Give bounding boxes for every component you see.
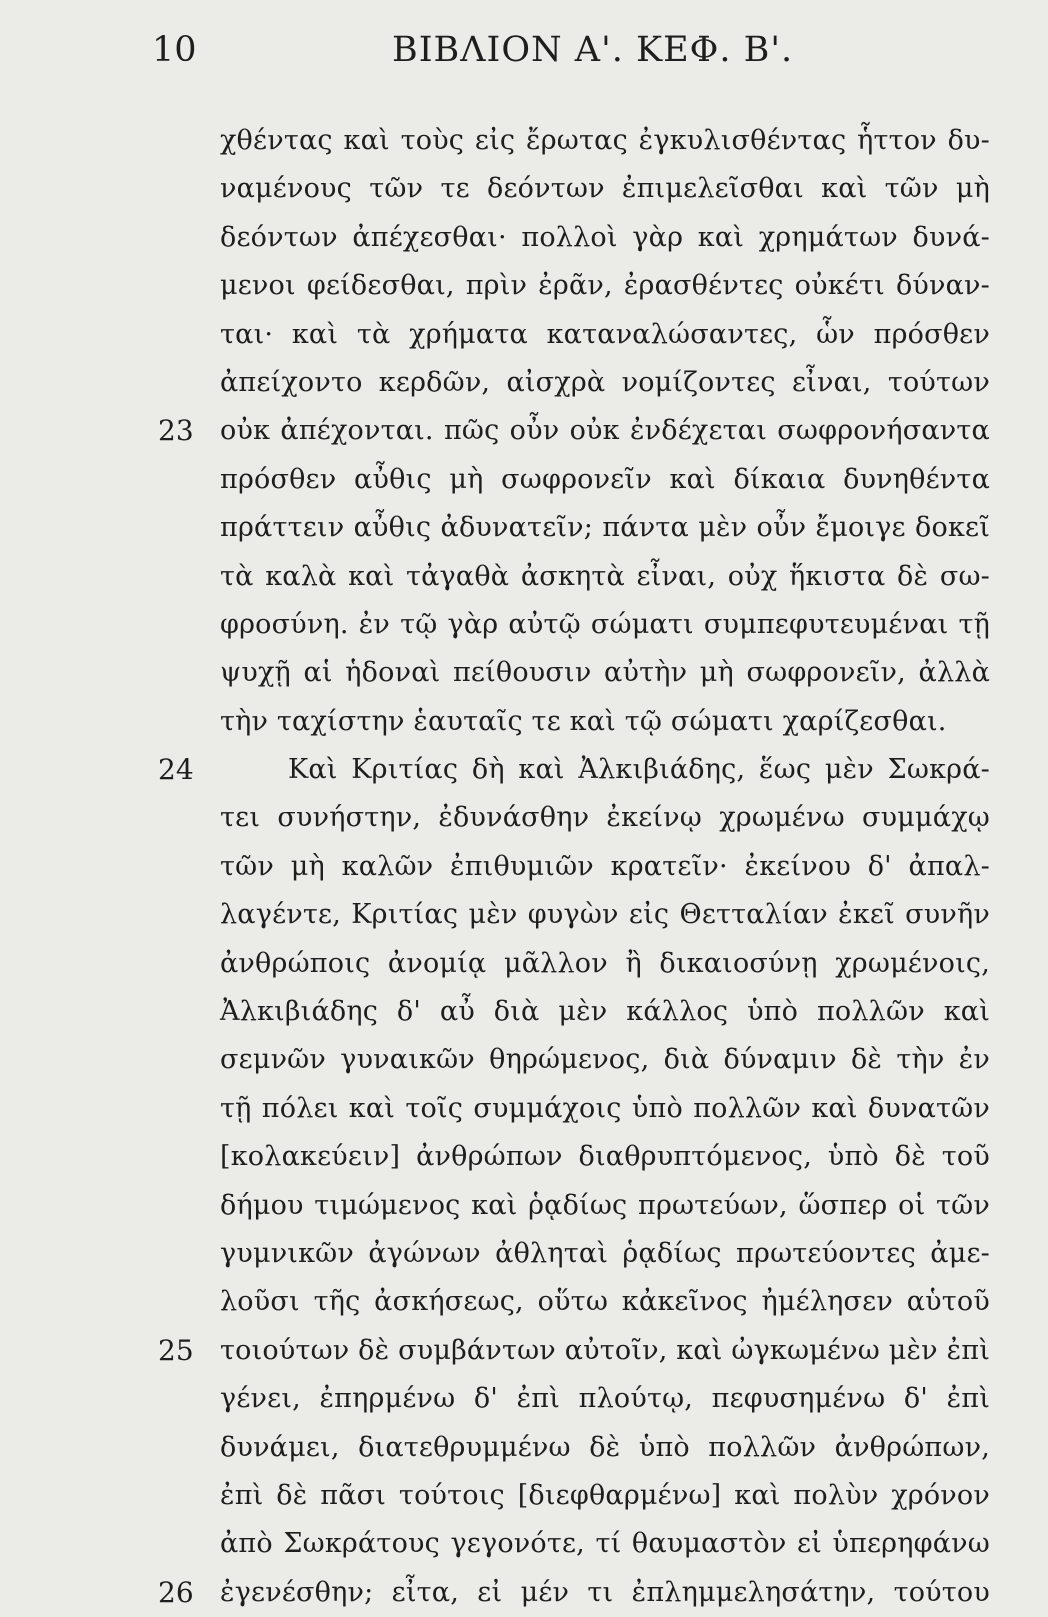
line-text: δήμου τιμώμενος καὶ ῥᾳδίως πρωτεύων, ὥσπερ οἱ τῶν	[220, 1189, 990, 1221]
section-number: 25	[158, 1333, 194, 1367]
text-line	[0, 891, 1048, 939]
text-line	[0, 311, 1048, 359]
section-number: 26	[158, 1575, 194, 1609]
text-line	[0, 553, 1048, 601]
text-line	[0, 456, 1048, 504]
line-text: Καὶ Κριτίας δὴ καὶ Ἀλκιβιάδης, ἕως μὲν Σωκρά-	[288, 754, 990, 786]
line-text: τει συνήστην, ἐδυνάσθην ἐκείνῳ χρωμένω συμμάχῳ	[220, 802, 990, 834]
text-line	[0, 1182, 1048, 1230]
line-text: ἀνθρώποις ἀνομίᾳ μᾶλλον ἢ δικαιοσύνῃ χρωμένοις,	[220, 947, 990, 979]
line-text: ἐγενέσθην; εἶτα, εἰ μέν τι ἐπλημμελησάτην, τούτου	[220, 1576, 990, 1608]
text-line	[0, 988, 1048, 1036]
line-text: τῇ πόλει καὶ τοῖς συμμάχοις ὑπὸ πολλῶν καὶ δυνατῶν	[220, 1092, 990, 1124]
line-text: τοιούτων δὲ συμβάντων αὐτοῖν, καὶ ὠγκωμένω μὲν ἐπὶ	[220, 1334, 990, 1366]
page-number: 10	[152, 30, 197, 70]
line-text: λοῦσι τῆς ἀσκήσεως, οὕτω κἀκεῖνος ἠμέλησεν αὑτοῦ	[220, 1286, 990, 1318]
text-line	[0, 794, 1048, 842]
text-line	[0, 214, 1048, 262]
text-line	[0, 117, 1048, 165]
text-line	[0, 359, 1048, 407]
line-text: τῶν μὴ καλῶν ἐπιθυμιῶν κρατεῖν· ἐκείνου δ' ἀπαλ-	[220, 850, 990, 882]
line-text: ἀπὸ Σωκράτους γεγονότε, τί θαυμαστὸν εἰ ὑπερηφάνω	[220, 1528, 990, 1560]
text-line	[0, 262, 1048, 310]
text-line	[0, 1085, 1048, 1133]
line-text: γένει, ἐπηρμένω δ' ἐπὶ πλούτῳ, πεφυσημένω δ' ἐπὶ	[220, 1383, 990, 1415]
line-text: δυνάμει, διατεθρυμμένω δὲ ὑπὸ πολλῶν ἀνθρώπων,	[220, 1431, 990, 1463]
text-line	[0, 746, 1048, 794]
line-text: σεμνῶν γυναικῶν θηρώμενος, διὰ δύναμιν δὲ τὴν ἐν	[220, 1044, 990, 1076]
text-line	[0, 504, 1048, 552]
line-text: πράττειν αὖθις ἀδυνατεῖν; πάντα μὲν οὖν ἔμοιγε δοκεῖ	[220, 512, 990, 544]
text-line	[0, 1036, 1048, 1084]
text-line	[0, 407, 1048, 455]
section-number: 23	[158, 414, 194, 448]
line-text: οὐκ ἀπέχονται. πῶς οὖν οὐκ ἐνδέχεται σωφρονήσαντα	[220, 415, 990, 447]
text-line	[0, 1278, 1048, 1326]
running-head: ΒΙΒΛΙΟΝ Α'. ΚΕΦ. Β'.	[392, 30, 794, 70]
text-line	[0, 1327, 1048, 1375]
line-text: φροσύνη. ἐν τῷ γὰρ αὐτῷ σώματι συμπεφυτευμέναι τῇ	[220, 608, 990, 640]
text-line	[0, 698, 1048, 746]
text-line	[0, 1520, 1048, 1568]
line-text: χθέντας καὶ τοὺς εἰς ἔρωτας ἐγκυλισθέντας ἧττον δυ-	[220, 125, 990, 156]
line-text: ψυχῇ αἱ ἡδοναὶ πείθουσιν αὐτὴν μὴ σωφρονεῖν, ἀλλὰ	[220, 657, 990, 689]
text-line	[0, 1133, 1048, 1181]
line-text: τὴν ταχίστην ἑαυταῖς τε καὶ τῷ σώματι χαρίζεσθαι.	[220, 705, 947, 737]
line-text: ἀπείχοντο κερδῶν, αἰσχρὰ νομίζοντες εἶναι, τούτων	[220, 366, 990, 398]
text-line	[0, 1472, 1048, 1520]
line-text: πρόσθεν αὖθις μὴ σωφρονεῖν καὶ δίκαια δυνηθέντα	[220, 463, 990, 495]
text-line	[0, 940, 1048, 988]
line-text: δεόντων ἀπέχεσθαι· πολλοὶ γὰρ καὶ χρημάτων δυνά-	[220, 221, 990, 253]
text-line	[0, 1424, 1048, 1472]
text-line	[0, 1569, 1048, 1617]
text-line	[0, 1230, 1048, 1278]
text-line	[0, 601, 1048, 649]
section-number: 24	[158, 753, 194, 787]
text-line	[0, 843, 1048, 891]
text-line	[0, 649, 1048, 697]
page-header	[0, 30, 1048, 80]
line-text: ἐπὶ δὲ πᾶσι τούτοις [διεφθαρμένω] καὶ πολὺν χρόνον	[220, 1479, 990, 1511]
line-text: [κολακεύειν] ἀνθρώπων διαθρυπτόμενος, ὑπὸ δὲ τοῦ	[220, 1141, 990, 1173]
line-text: λαγέντε, Κριτίας μὲν φυγὼν εἰς Θετταλίαν ἐκεῖ συνῆν	[220, 899, 990, 931]
line-text: ται· καὶ τὰ χρήματα καταναλώσαντες, ὧν πρόσθεν	[220, 318, 990, 350]
text-line	[0, 1375, 1048, 1423]
main-text	[0, 117, 1048, 1617]
text-line	[0, 165, 1048, 213]
line-text: ναμένους τῶν τε δεόντων ἐπιμελεῖσθαι καὶ τῶν μὴ	[220, 173, 990, 205]
line-text: τὰ καλὰ καὶ τἀγαθὰ ἀσκητὰ εἶναι, οὐχ ἥκιστα δὲ σω-	[220, 560, 990, 592]
line-text: μενοι φείδεσθαι, πρὶν ἐρᾶν, ἐρασθέντες οὐκέτι δύναν-	[220, 270, 990, 302]
line-text: γυμνικῶν ἀγώνων ἀθληταὶ ῥᾳδίως πρωτεύοντες ἀμε-	[220, 1237, 990, 1269]
line-text: Ἀλκιβιάδης δ' αὖ διὰ μὲν κάλλος ὑπὸ πολλῶν καὶ	[220, 996, 990, 1028]
